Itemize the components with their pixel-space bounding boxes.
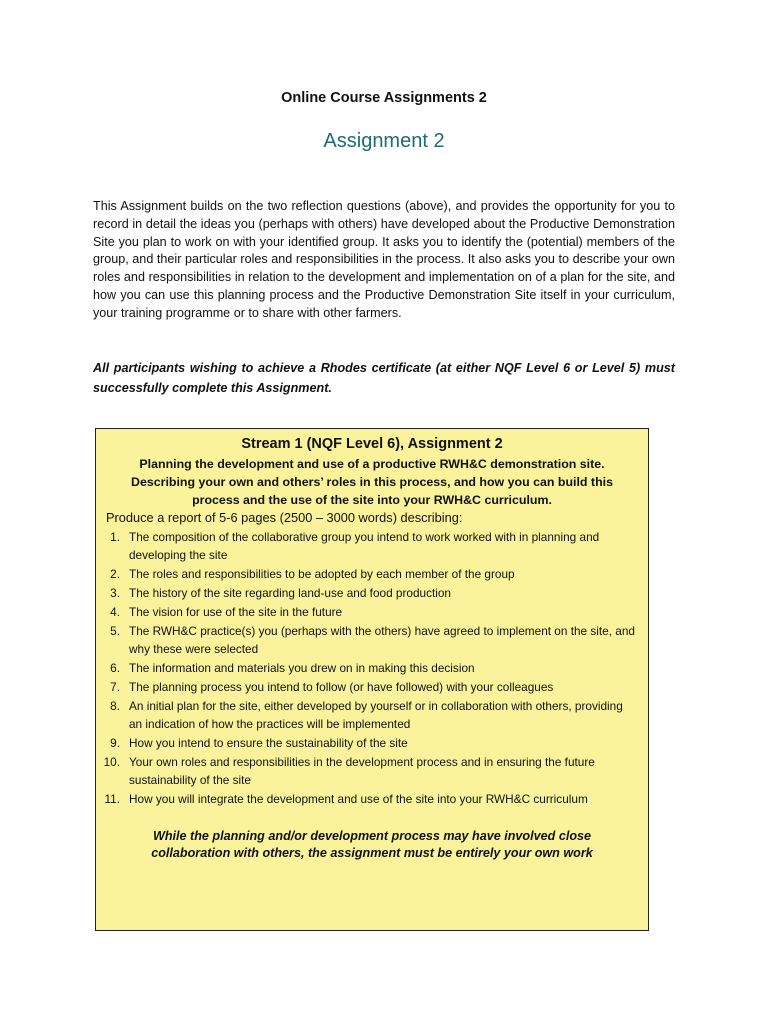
task-number: 4. (110, 605, 120, 619)
ownership-note: While the planning and/or development process may have involved close collaboration with others, the assignment must be entirely your own work (151, 829, 593, 860)
task-text: The RWH&C practice(s) you (perhaps with the others) have agreed to implement on the site, and why these were selected (129, 624, 635, 656)
assignment-box-subtitle: Planning the development and use of a productive RWH&C demonstration site. Describing your own and others’ roles in this process, and how you can build this process and the use of the site into your RWH&C curriculum. (131, 457, 613, 507)
page-header: Online Course Assignments 2 (281, 90, 487, 106)
intro-paragraph: This Assignment builds on the two reflection questions (above), and provides the opportunity for you to record in detail the ideas you (perhaps with others) have developed about the Productive Demonstration Site you plan to work on with your identified group. It asks you to identify the (potential) members of the group, and their particular roles and responsibilities in the process. It also asks you to describe your own roles and responsibilities in relation to the development and implementation on of a plan for the site, and how you can use this planning process and the Productive Demonstration Site itself in your curriculum, your training programme or to share with other farmers. (93, 199, 675, 320)
task-text: The roles and responsibilities to be adopted by each member of the group (129, 567, 515, 581)
task-item (96, 528, 648, 564)
task-item (96, 790, 648, 808)
assignment-box (95, 428, 649, 931)
task-text: An initial plan for the site, either developed by yourself or in collaboration with others, providing an indication of how the practices will be implemented (129, 699, 623, 731)
task-item (96, 678, 648, 696)
task-number: 10. (103, 755, 120, 769)
page-title: Assignment 2 (323, 130, 445, 152)
task-item (96, 603, 648, 621)
assignment-box-lead: Produce a report of 5-6 pages (2500 – 3000 words) describing: (106, 510, 463, 525)
task-text: How you intend to ensure the sustainability of the site (129, 736, 408, 750)
task-list (96, 528, 648, 808)
task-number: 1. (110, 530, 120, 544)
task-text: The history of the site regarding land-use and food production (129, 586, 451, 600)
task-item (96, 734, 648, 752)
task-number: 8. (110, 699, 120, 713)
task-item (96, 565, 648, 583)
task-item (96, 659, 648, 677)
task-item (96, 622, 648, 658)
task-number: 9. (110, 736, 120, 750)
task-number: 11. (104, 792, 120, 806)
task-text: The vision for use of the site in the future (129, 605, 343, 619)
task-number: 7. (110, 680, 120, 694)
task-item (96, 584, 648, 602)
task-text: How you will integrate the development and use of the site into your RWH&C curriculum (129, 792, 588, 806)
task-text: Your own roles and responsibilities in the development process and in ensuring the future sustainability of the site (129, 755, 595, 787)
task-item (96, 753, 648, 789)
task-number: 6. (110, 661, 120, 675)
task-number: 2. (110, 567, 120, 581)
task-number: 5. (110, 624, 120, 638)
task-text: The information and materials you drew on in making this decision (129, 661, 475, 675)
requirement-note: All participants wishing to achieve a Rhodes certificate (at either NQF Level 6 or Level 5) must successfully complete this Assignment. (93, 361, 675, 395)
task-number: 3. (110, 586, 120, 600)
task-text: The composition of the collaborative group you intend to work worked with in planning and developing the site (129, 530, 600, 562)
task-text: The planning process you intend to follow (or have followed) with your colleagues (129, 680, 554, 694)
task-item (96, 697, 648, 733)
assignment-box-title: Stream 1 (NQF Level 6), Assignment 2 (241, 436, 503, 452)
